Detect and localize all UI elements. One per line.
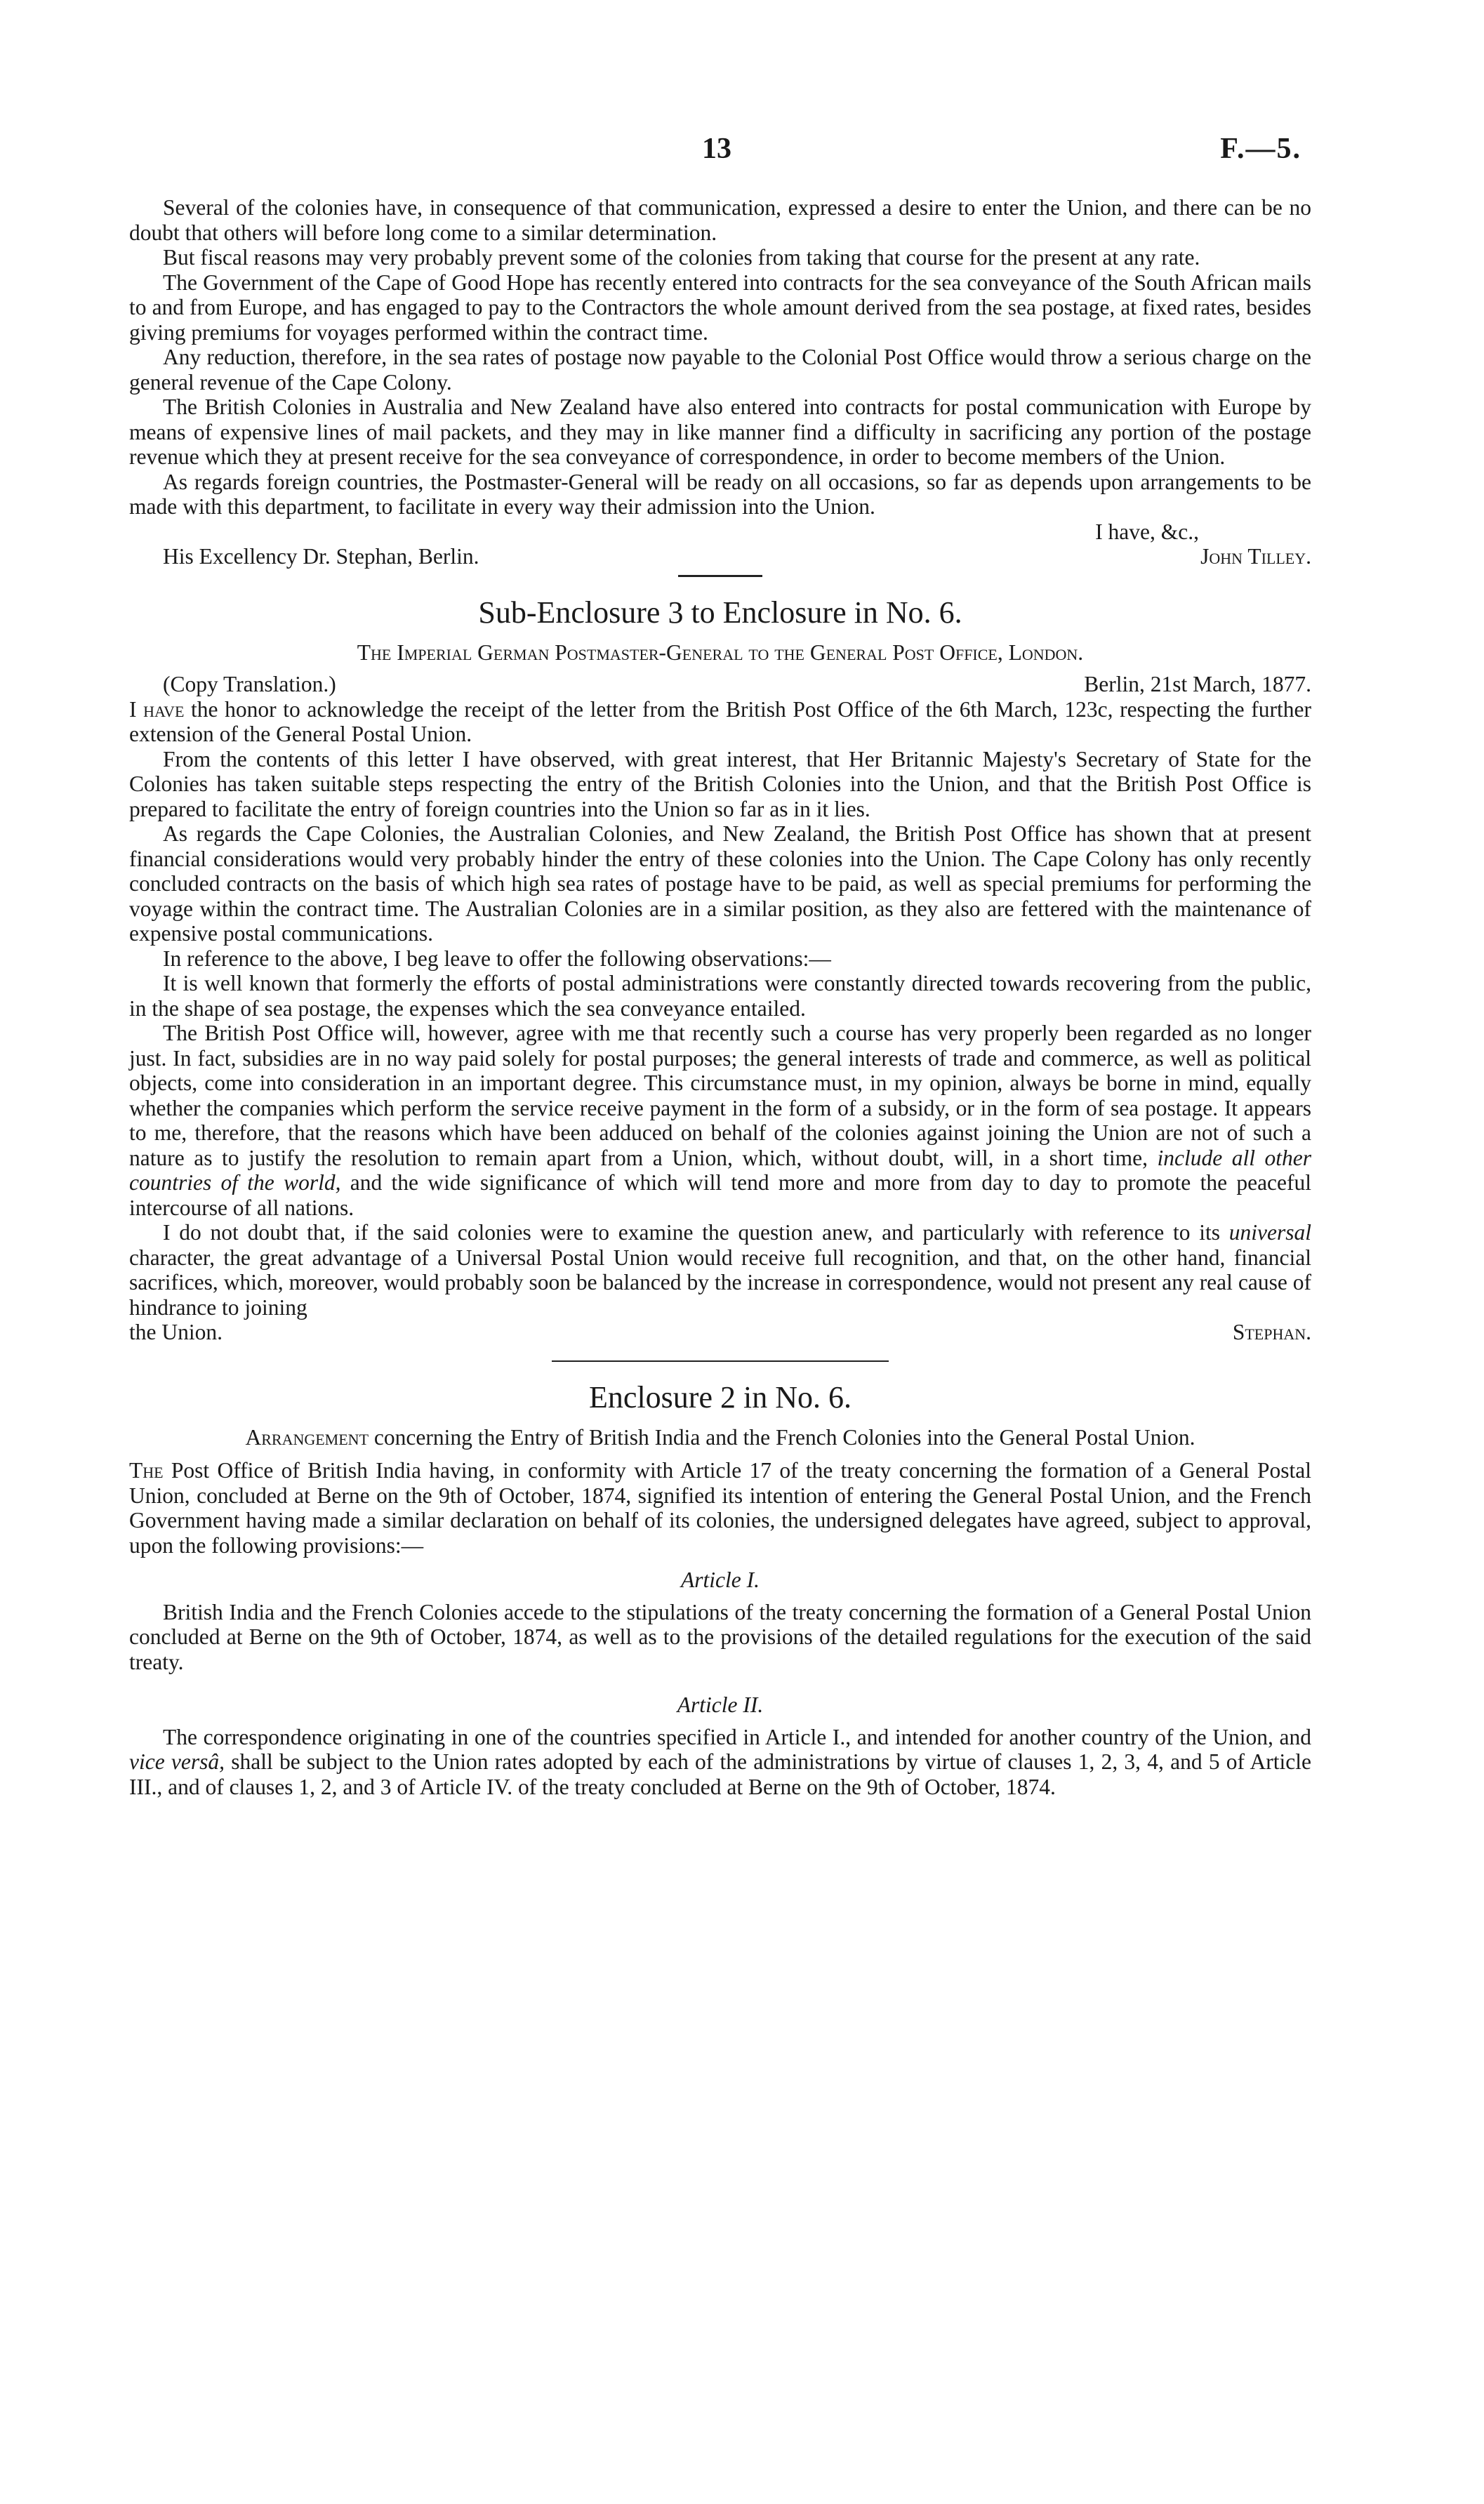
page-number: 13 [702,133,731,165]
addressee-row [129,544,1311,569]
closing: I have, &c., [1095,519,1199,544]
opening-words: I have [129,696,185,722]
document-body [129,195,1311,1799]
section-divider [552,1360,889,1362]
paragraph: But fiscal reasons may very probably prevent some of the colonies from taking that course for the present at any rate. [163,245,1200,270]
paragraph: The Post Office of British India having, in conformity with Article 17 of the treaty concerning the formation of a General Postal Union, concluded at Berne on the 9th of October, 1874, signified its intention of entering the General Postal Union, and the French Government having made a similar declaration on behalf of its colonies, the undersigned delegates have agreed, subject to approval, upon the following provisions:— [129,1458,1311,1558]
section-subheading: The Imperial German Postmaster-General to the General Post Office, London. [357,640,1084,665]
signature: Stephan. [1232,1320,1311,1344]
copy-note: (Copy Translation.) [163,672,336,696]
copy-date-row [129,672,1311,697]
paragraph: As regards the Cape Colonies, the Australian Colonies, and New Zealand, the British Post Office has shown that at present financial considerations would very probably hinder the entry of these colonies into the Union. The Cape Colony has only recently concluded contracts on the basis of which high sea rates of postage have to be paid, as well as special premiums for performing the voyage within the contract time. The Australian Colonies are in a similar position, as they also are fettered with the maintenance of expensive postal communications. [129,821,1311,946]
emphasis: include all other countries of the world, [129,1145,1311,1195]
letter-continuation [129,195,1311,569]
article-heading: Article I. [681,1568,760,1592]
section-heading: Sub-Enclosure 3 to Enclosure in No. 6. [478,595,962,630]
addressee: His Excellency Dr. Stephan, Berlin. [163,544,479,569]
page-header [0,132,1484,174]
paragraph: Any reduction, therefore, in the sea rates of postage now payable to the Colonial Post Office would throw a serious charge on the general revenue of the Cape Colony. [129,345,1311,395]
closing-row [129,519,1311,545]
emphasis: vice versâ, [129,1749,225,1774]
paragraph: The British Post Office will, however, agree with me that recently such a course has very properly been regarded as no longer just. In fact, subsidies are in no way paid solely for postal purposes; the general interests of trade and commerce, as well as political objects, come into consideration in an important degree. This circumstance must, in my opinion, always be borne in mind, equally whether the companies which perform the service receive payment in the form of a subsidy, or in the form of sea postage. It appears to me, therefore, that the reasons which have been adduced on behalf of the colonies against joining the Union are not of such a nature as to justify the resolution to remain apart from a Union, which, without doubt, will, in a short time, include all other countries of the world, and the wide significance of which will tend more and more from day to day to promote the peaceful intercourse of all nations. [129,1021,1312,1220]
document-reference: F.—5. [1220,133,1301,165]
paragraph: In reference to the above, I beg leave to offer the following observations:— [163,946,831,971]
final-line-row [129,1320,1311,1345]
paragraph: The British Colonies in Australia and New Zealand have also entered into contracts for postal communication with Europe by means of expensive lines of mail packets, and they may in like manner find a difficulty in sacrificing any portion of the postage revenue which they at present receive for the sea conveyance of correspondence, in order to become members of the Union. [129,395,1311,469]
paragraph: I have the honor to acknowledge the receipt of the letter from the British Post Office of the 6th March, 123c, respecting the further extension of the General Postal Union. [129,696,1311,746]
enclosure-2-section [129,1380,1311,1800]
sub-enclosure-section [129,595,1311,1345]
arrangement-title: Arrangement concerning the Entry of British India and the French Colonies into the General Postal Union. [245,1424,1195,1450]
section-divider [678,575,762,577]
section-heading: Enclosure 2 in No. 6. [589,1379,852,1415]
paragraph: Several of the colonies have, in consequence of that communication, expressed a desire to enter the Union, and there can be no doubt that others will before long come to a similar determination. [129,195,1311,245]
article-heading: Article II. [677,1692,764,1717]
paragraph: The correspondence originating in one of the countries specified in Article I., and intended for another country of the Union, and vice versâ, shall be subject to the Union rates adopted by each of the administrations by virtue of clauses 1, 2, 3, 4, and 5 of Article III., and of clauses 1, 2, and 3 of Article IV. of the treaty concluded at Berne on the 9th of October, 1874. [129,1724,1311,1799]
place-date: Berlin, 21st March, 1877. [1084,672,1311,696]
paragraph: British India and the French Colonies accede to the stipulations of the treaty concerning the formation of a General Postal Union concluded at Berne on the 9th of October, 1874, as well as to the provisions of the detailed regulations for the execution of the said treaty. [129,1599,1311,1674]
paragraph: As regards foreign countries, the Postmaster-General will be ready on all occasions, so far as depends upon arrangements to be made with this department, to facilitate in every way their admission into the Union. [129,469,1311,519]
paragraph: From the contents of this letter I have observed, with great interest, that Her Britannic Majesty's Secretary of State for the Colonies has taken suitable steps respecting the entry of the British Colonies into the Union, and that the British Post Office is prepared to facilitate the entry of foreign countries into the Union so far as in it lies. [129,746,1311,821]
paragraph: The Government of the Cape of Good Hope has recently entered into contracts for the sea conveyance of the South African mails to and from Europe, and has engaged to pay to the Contractors the whole amount derived from the sea postage, at fixed rates, besides giving premiums for voyages performed within the contract time. [129,270,1311,345]
paragraph: It is well known that formerly the efforts of postal administrations were constantly directed towards recovering from the public, in the shape of sea postage, the expenses which the sea conveyance entailed. [129,971,1311,1021]
paragraph: I do not doubt that, if the said colonies were to examine the question anew, and particularly with reference to its universal character, the great advantage of a Universal Postal Union would receive full recognition, and that, on the other hand, financial sacrifices, which, moreover, would probably soon be balanced by the increase in correspondence, would not present any real cause of hindrance to joining [129,1220,1311,1320]
signature: John Tilley. [1200,544,1311,569]
final-line-text: the Union. [129,1320,223,1344]
emphasis: universal [1228,1220,1311,1245]
